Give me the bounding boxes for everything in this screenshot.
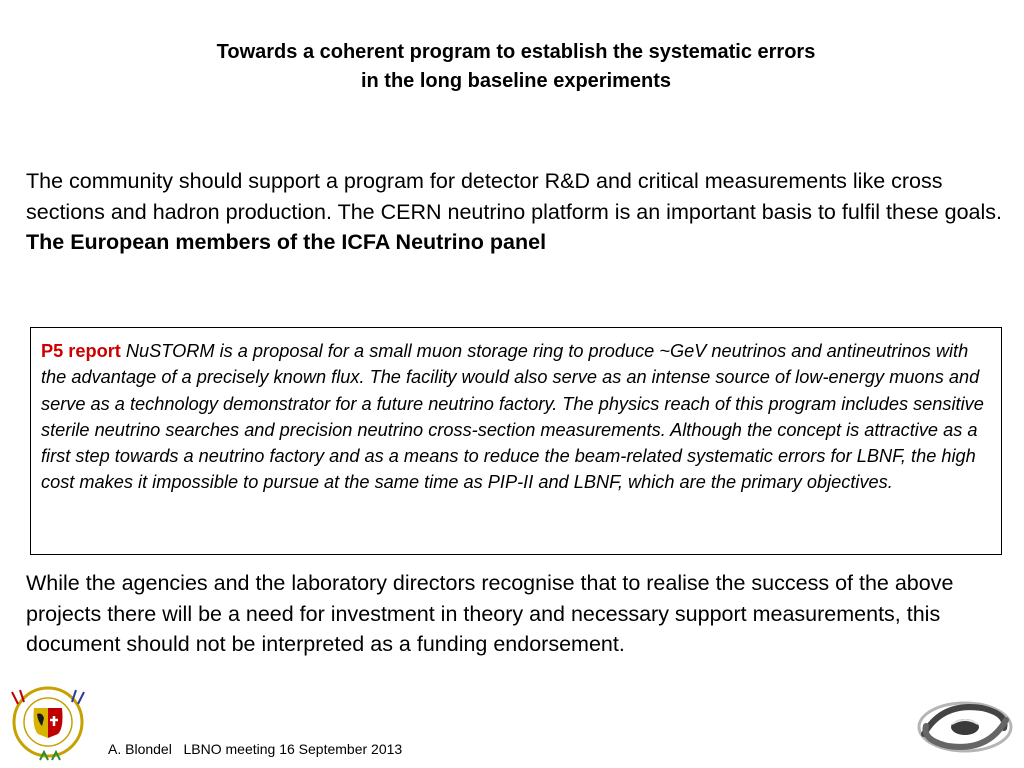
p5-report-label: P5 report xyxy=(41,341,121,361)
slide-title-line-2: in the long baseline experiments xyxy=(360,70,672,92)
slide-title xyxy=(112,38,920,96)
p5-report-quote-box xyxy=(30,327,1002,555)
slide-title-line-1: Towards a coherent program to establish the systematic errors xyxy=(216,41,816,63)
university-geneva-seal-icon xyxy=(4,682,92,764)
footer-credit: A. Blondel LBNO meeting 16 September 2013 xyxy=(108,741,403,757)
community-statement-text: The community should support a program for detector R&D and critical measurements like cross sections and hadron production. The CERN neutrino platform is an important basis to fulfil these goals. xyxy=(26,169,1002,224)
p5-report-text: NuSTORM is a proposal for a small muon storage ring to produce ~GeV neutrinos and antineutrinos with the advantage of a precisely known flux. The facility would also serve as an intense source of low-energy muons and serve as a technology demonstrator for a future neutrino factory. The physics reach of this program includes sensitive sterile neutrino searches and precision neutrino cross-section measurements. Although the concept is attractive as a first step towards a neutrino factory and as a means to reduce the beam-related systematic errors for LBNF, the high cost makes it impossible to pursue at the same time as PIP-II and LBNF, which are the primary objectives. xyxy=(41,341,984,493)
swirl-logo-icon xyxy=(912,694,1018,760)
community-statement xyxy=(26,166,1016,258)
statement-signature: The European members of the ICFA Neutrino panel xyxy=(26,230,547,254)
p5-report-quote xyxy=(41,338,993,496)
closing-statement: While the agencies and the laboratory directors recognise that to realise the success of the above projects there will be a need for investment in theory and necessary support measurements, this document should not be interpreted as a funding endorsement. xyxy=(26,571,954,656)
